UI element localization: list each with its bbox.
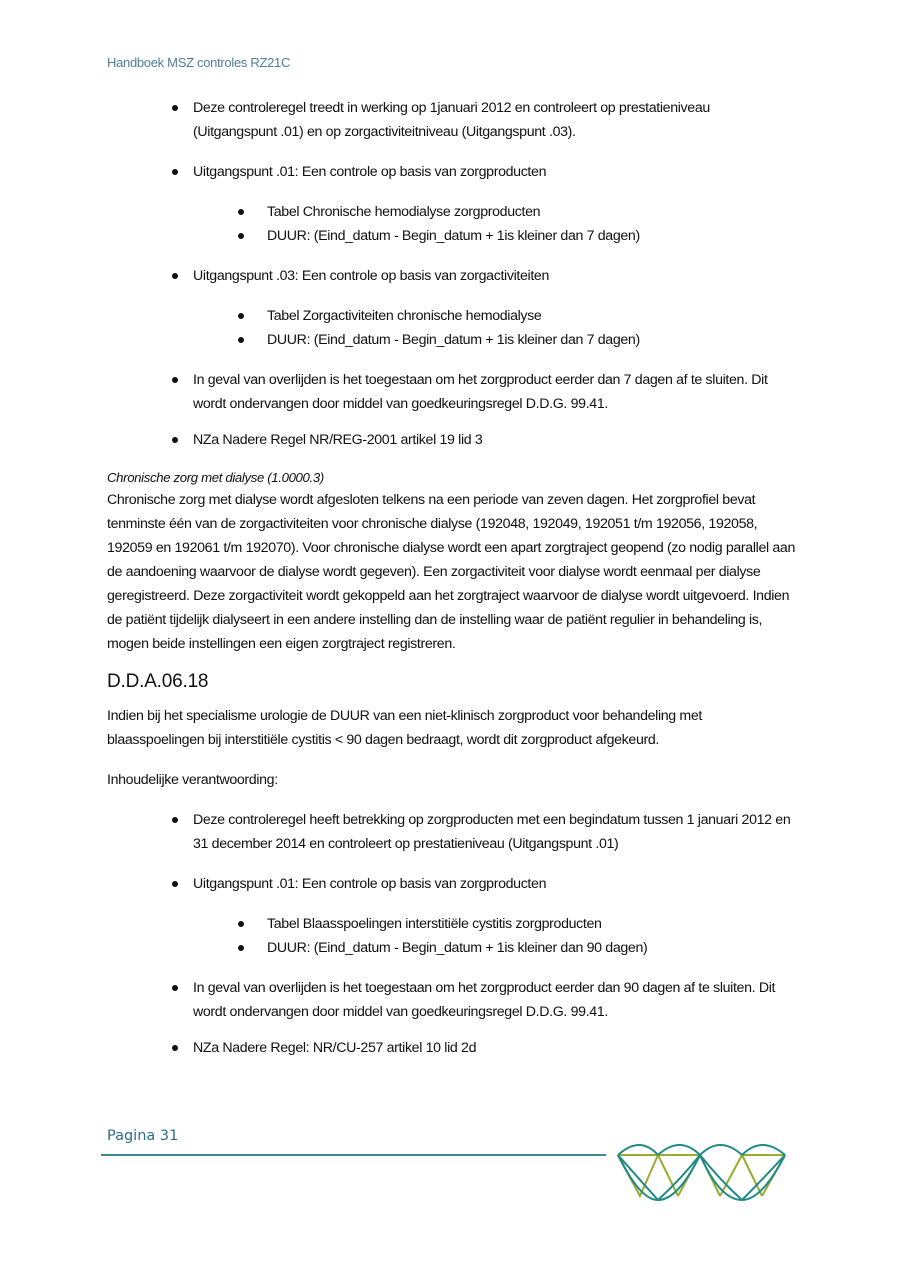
bullet-icon (172, 437, 178, 443)
bullet-item: Uitgangspunt .01: Een controle op basis van zorgproducten (107, 160, 797, 184)
bullet-item: NZa Nadere Regel: NR/CU-257 artikel 10 lid 2d (107, 1036, 797, 1060)
bullet-item: Uitgangspunt .01: Een controle op basis van zorgproducten (107, 872, 797, 896)
bullet-item: Deze controleregel treedt in werking op 1januari 2012 en controleert op prestatieniveau (Uitgangspunt .01) en op zorgactiviteitniveau (Uitgangspunt .03). (107, 96, 797, 144)
bullet-icon (172, 985, 178, 991)
bullet-icon (238, 313, 244, 319)
bullet-icon (238, 209, 244, 215)
bullet-item: In geval van overlijden is het toegestaan om het zorgproduct eerder dan 7 dagen af te sluiten. Dit wordt ondervangen door middel van goedkeuringsregel D.D.G. 99.41. (107, 368, 797, 416)
page-number: Pagina 31 (107, 1128, 179, 1144)
sub-bullet-item: Tabel Zorgactiviteiten chronische hemodialyse (107, 304, 797, 328)
bullet-icon (172, 817, 178, 823)
section-heading: D.D.A.06.18 (107, 671, 209, 692)
bullet-icon (172, 881, 178, 887)
bullet-icon (172, 273, 178, 279)
bullet-icon (172, 1045, 178, 1051)
bullet-item: NZa Nadere Regel NR/REG-2001 artikel 19 lid 3 (107, 428, 797, 452)
bullet-icon (238, 337, 244, 343)
bullet-icon (238, 945, 244, 951)
body-paragraph: Chronische zorg met dialyse wordt afgesloten telkens na een periode van zeven dagen. Het zorgprofiel bevat tenminste één van de zorgactiviteiten voor chronische dialyse (192048, 192049, 192051 t/m 192056, 192058, 192059 en 192061 t/m 192070). Voor chronische dialyse wordt een apart zorgtraject geopend (zo nodig parallel aan de aandoening waarvoor de dialyse wordt gegeven). Een zorgactiviteit voor dialyse wordt eenmaal per dialyse geregistreerd. Deze zorgactiviteit wordt gekoppeld aan het zorgtraject waarvoor de dialyse wordt uitgevoerd. Indien de patiënt tijdelijk dialyseert in een andere instelling dan de instelling waar de patiënt regulier in behandeling is, mogen beide instellingen een eigen zorgtraject registreren. (107, 492, 796, 652)
document-header-title: Handboek MSZ controles RZ21C (107, 55, 291, 70)
bullet-icon (172, 377, 178, 383)
bullet-icon (172, 169, 178, 175)
subheading: Inhoudelijke verantwoording: (107, 772, 278, 788)
bullet-item: Deze controleregel heeft betrekking op zorgproducten met een begindatum tussen 1 januari 2012 en 31 december 2014 en controleert op prestatieniveau (Uitgangspunt .01) (107, 808, 797, 856)
bullet-icon (238, 921, 244, 927)
body-paragraph: Indien bij het specialisme urologie de DUUR van een niet-klinisch zorgproduct voor behandeling met blaasspoelingen bij interstitiële cystitis < 90 dagen bedraagt, wordt dit zorgproduct afgekeurd. (107, 708, 703, 748)
sub-bullet-item: DUUR: (Eind_datum - Begin_datum + 1is kleiner dan 90 dagen) (107, 936, 797, 960)
sub-bullet-item: DUUR: (Eind_datum - Begin_datum + 1is kleiner dan 7 dagen) (107, 224, 797, 248)
sub-bullet-item: Tabel Chronische hemodialyse zorgproducten (107, 200, 797, 224)
bullet-icon (172, 105, 178, 111)
page-content (107, 96, 797, 1060)
sub-bullet-item: Tabel Blaasspoelingen interstitiële cystitis zorgproducten (107, 912, 797, 936)
bullet-item: Uitgangspunt .03: Een controle op basis van zorgactiviteiten (107, 264, 797, 288)
bullet-item: In geval van overlijden is het toegestaan om het zorgproduct eerder dan 90 dagen af te sluiten. Dit wordt ondervangen door middel van goedkeuringsregel D.D.G. 99.41. (107, 976, 797, 1024)
italic-subheading: Chronische zorg met dialyse (1.0000.3) (107, 470, 324, 485)
sub-bullet-item: DUUR: (Eind_datum - Begin_datum + 1is kleiner dan 7 dagen) (107, 328, 797, 352)
decorative-ornament-icon (600, 1140, 800, 1210)
footer-divider (101, 1154, 606, 1156)
bullet-icon (238, 233, 244, 239)
